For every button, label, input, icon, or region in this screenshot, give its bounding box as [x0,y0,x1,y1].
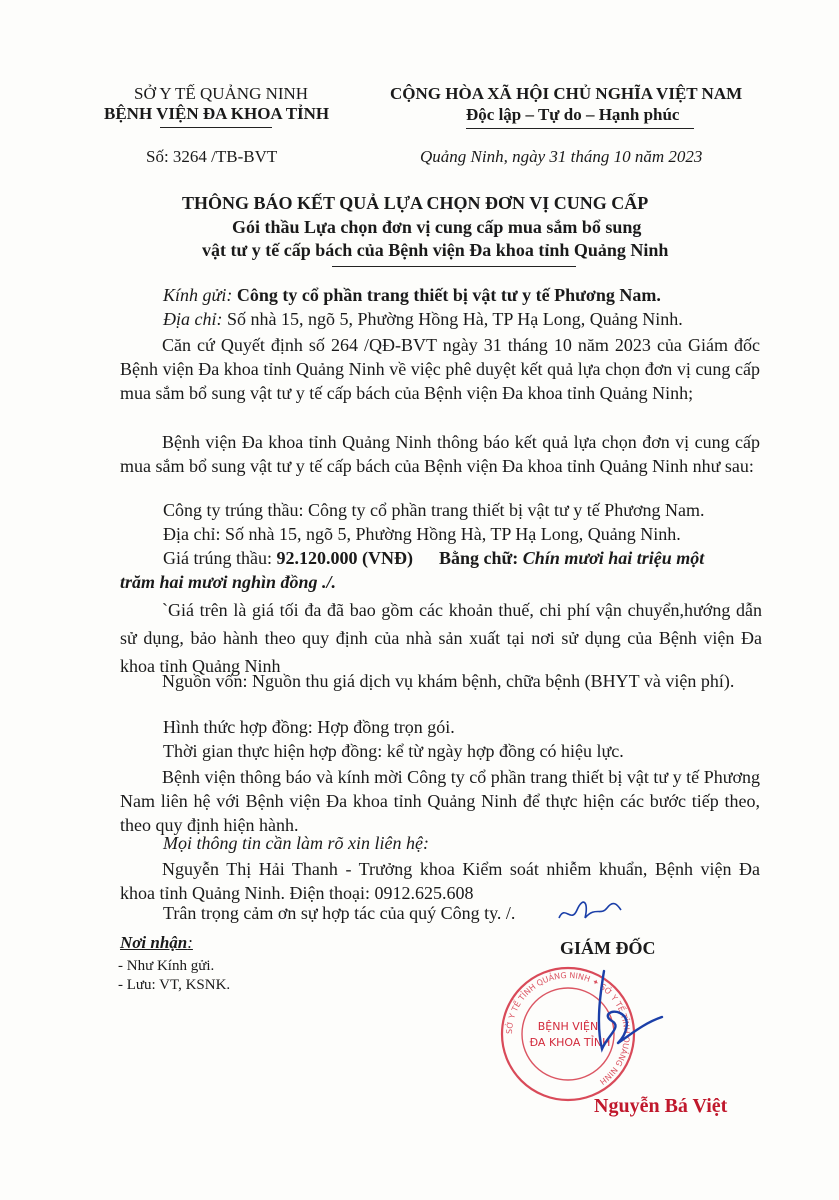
stamp-inner-line1: BỆNH VIỆN [537,1020,599,1033]
recipients-colon: : [187,933,193,952]
signer-name: Nguyễn Bá Việt [594,1095,728,1117]
price-line [163,548,704,569]
price-words-2: trăm hai mươi nghìn đồng ./. [120,572,337,592]
invitation-paragraph: Bệnh viện thông báo và kính mời Công ty cổ phần trang thiết bị vật tư y tế Phương Nam liên hệ với Bệnh viện Đa khoa tỉnh Quảng Ninh để thực hiện các bước tiếp theo, theo quy định hiện hành. [120,767,760,835]
national-motto: Độc lập – Tự do – Hạnh phúc [466,105,680,124]
org-name: BỆNH VIỆN ĐA KHOA TỈNH [104,104,330,123]
signer-title: GIÁM ĐỐC [560,938,656,958]
recipient-label: Kính gửi: [163,285,237,305]
announcement-paragraph: Bệnh viện Đa khoa tỉnh Quảng Ninh thông báo kết quả lựa chọn đơn vị cung cấp mua sắm bổ sung vật tư y tế cấp bách của Bệnh viện Đa khoa tỉnh Quảng Ninh như sau: [120,432,760,476]
recipients-heading [120,933,193,953]
recipient-name: Công ty cổ phần trang thiết bị vật tư y tế Phương Nam. [236,285,661,305]
motto-underline [466,128,694,129]
funding-paragraph: Nguồn vốn: Nguồn thu giá dịch vụ khám bệnh, chữa bệnh (BHYT và viện phí). [162,671,735,691]
contact-intro: Mọi thông tin cần làm rõ xin liên hệ: [163,833,429,853]
price-label: Giá trúng thầu: [163,548,277,568]
recipient-address: Số nhà 15, ngõ 5, Phường Hồng Hà, TP Hạ Long, Quảng Ninh. [226,309,683,329]
issue-date: Quảng Ninh, ngày 31 tháng 10 năm 2023 [420,147,703,166]
price-words-1: Chín mươi hai triệu một [522,548,705,568]
notice-title: THÔNG BÁO KẾT QUẢ LỰA CHỌN ĐƠN VỊ CUNG CẤP [182,193,649,213]
closing-line: Trân trọng cảm ơn sự hợp tác của quý Công ty. /. [163,903,516,923]
notice-subtitle-1: Gói thầu Lựa chọn đơn vị cung cấp mua sắm bổ sung [232,217,642,237]
price-note-paragraph: `Giá trên là giá tối đa đã bao gồm các khoản thuế, chi phí vận chuyển,hướng dẫn sử dụng, bảo hành theo quy định của nhà sản xuất tại nơi sử dụng của Bệnh viện Đa khoa tỉnh Quảng Ninh [120,600,762,676]
initials-signature [555,896,625,930]
legal-basis-paragraph: Căn cứ Quyết định số 264 /QĐ-BVT ngày 31 tháng 10 năm 2023 của Giám đốc Bệnh viện Đa khoa tỉnh Quảng Ninh về việc phê duyệt kết quả lựa chọn đơn vị cung cấp mua sắm bổ sung vật tư y tế cấp bách của Bệnh viện Đa khoa tỉnh Quảng Ninh; [120,335,760,403]
winner-line: Công ty trúng thầu: Công ty cổ phần trang thiết bị vật tư y tế Phương Nam. [163,500,705,520]
org-underline [160,127,272,128]
title-underline [332,266,576,267]
contract-type-line: Hình thức hợp đồng: Hợp đồng trọn gói. [163,717,455,737]
price-value: 92.120.000 (VNĐ) [276,548,413,568]
recipient-item-2: - Lưu: VT, KSNK. [118,977,231,993]
recipient-address-label: Địa chỉ: [163,309,227,329]
contact-paragraph: Nguyễn Thị Hải Thanh - Trưởng khoa Kiểm soát nhiễm khuẩn, Bệnh viện Đa khoa tỉnh Quảng Ninh. Điện thoại: 0912.625.608 [120,859,760,903]
price-words-label: Bằng chữ: [438,548,523,568]
stamp-inner-line2: ĐA KHOA TỈNH [529,1036,611,1049]
org-parent: SỞ Y TẾ QUẢNG NINH [134,84,309,103]
recipient-item-1: - Như Kính gửi. [118,958,215,974]
recipients-label: Nơi nhận [120,933,188,952]
national-title: CỘNG HÒA XÃ HỘI CHỦ NGHĨA VIỆT NAM [390,84,743,103]
recipient-address-line [163,309,683,330]
document-number: Số: 3264 /TB-BVT [146,147,278,166]
recipient-line [163,285,661,306]
notice-subtitle-2: vật tư y tế cấp bách của Bệnh viện Đa khoa tỉnh Quảng Ninh [202,240,669,260]
winner-address-line: Địa chỉ: Số nhà 15, ngõ 5, Phường Hồng Hà, TP Hạ Long, Quảng Ninh. [163,524,681,544]
svg-text:SỞ Y TẾ TỈNH QUẢNG NINH ✦ SỞ Y: SỞ Y TẾ TỈNH QUẢNG NINH ✦ SỞ Y TẾ TỈNH QUẢNG NINH [504,970,632,1087]
contract-time-line: Thời gian thực hiện hợp đồng: kể từ ngày hợp đồng có hiệu lực. [163,741,624,761]
director-signature [582,965,672,1065]
